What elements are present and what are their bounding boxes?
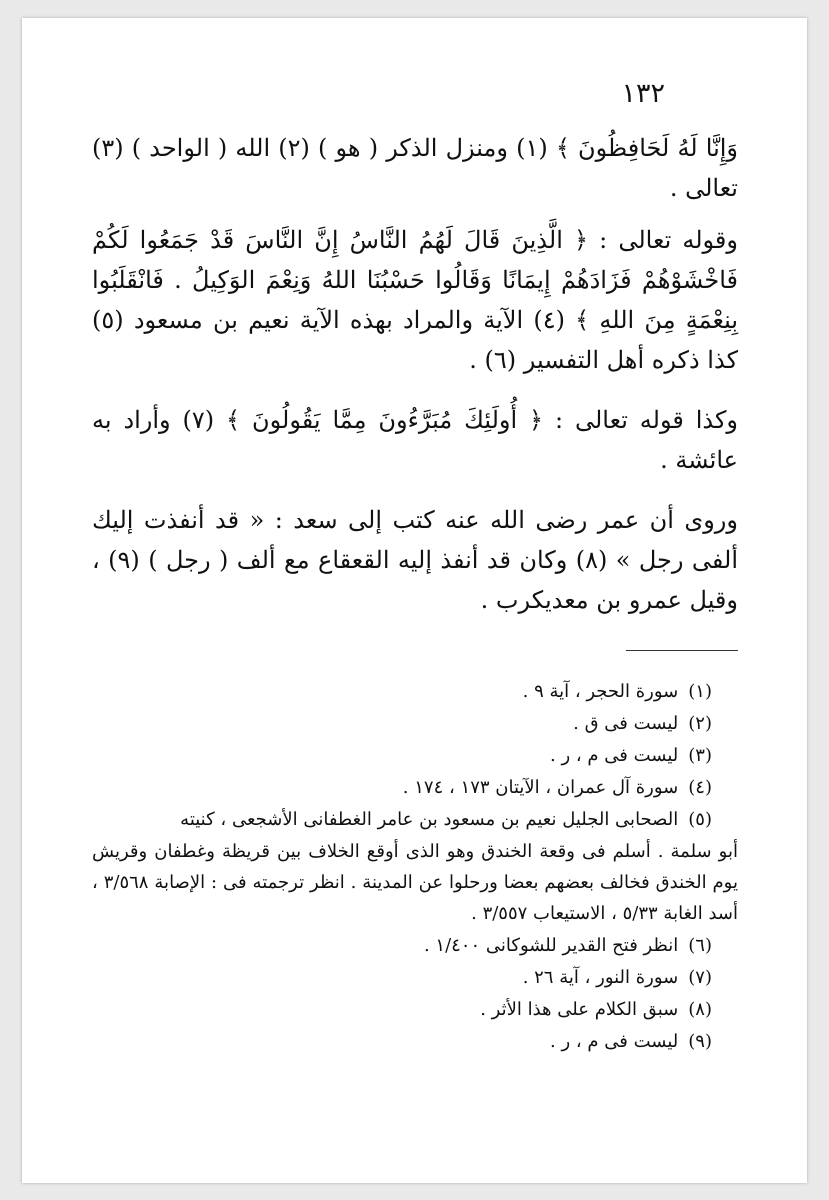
footnote-number: (٨) [688, 999, 712, 1020]
footnote-text: ليست فى م ، ر . [550, 745, 679, 766]
footnote-number: (٧) [688, 967, 712, 988]
footnote [92, 804, 738, 835]
footnote-text: ليست فى ق . [573, 713, 679, 734]
paragraph: وروى أن عمر رضى الله عنه كتب إلى سعد : « قد أنفذت إليك ألفى رجل » (٨) وكان قد أنفذ إليه القعقاع مع ألف ( رجل ) (٩) ، وقيل عمرو بن معديكرب . [92, 506, 738, 614]
paragraph: وكذا قوله تعالى : ﴿ أُولَئِكَ مُبَرَّءُونَ مِمَّا يَقُولُونَ ﴾ (٧) وأراد به عائشة . [92, 406, 738, 474]
footnote-text: انظر فتح القدير للشوكانى ١/٤٠٠ . [423, 935, 679, 956]
footnote-number: (٣) [688, 745, 712, 766]
footnote-number: (٥) [688, 809, 712, 830]
footnote-text: سورة النور ، آية ٢٦ . [522, 967, 679, 988]
footnote-text: ليست فى م ، ر . [550, 1031, 679, 1052]
footnote-continuation: أبو سلمة . أسلم فى وقعة الخندق وهو الذى أوقع الخلاف بين قريظة وغطفان وقريش يوم الخندق فخالف بعضهم بعضا ورحلوا عن المدينة . انظر ترجمته فى : الإصابة ٣/٥٦٨ ، أسد الغابة ٥/٣٣ ، الاستيعاب ٣/٥٥٧ . [92, 841, 738, 924]
footnote [92, 772, 738, 803]
footnote [92, 1026, 738, 1057]
main-text [92, 128, 738, 632]
footnote-text: الصحابى الجليل نعيم بن مسعود بن عامر الغطفانى الأشجعى ، كنيته [180, 809, 679, 830]
footnote [92, 740, 738, 771]
footnote [92, 962, 738, 993]
footnote-number: (٤) [688, 777, 712, 798]
footnote-number: (٩) [688, 1031, 712, 1052]
footnote-number: (٦) [688, 935, 712, 956]
footnote-text: سورة الحجر ، آية ٩ . [522, 681, 679, 702]
footnote [92, 676, 738, 707]
footnote-number: (١) [688, 681, 712, 702]
footnotes [92, 676, 738, 1058]
paragraph: وَإِنَّا لَهُ لَحَافِظُونَ ﴾ (١) ومنزل الذكر ( هو ) (٢) الله ( الواحد ) (٣) تعالى . [92, 134, 738, 202]
footnote-number: (٢) [688, 713, 712, 734]
footnote-text: سبق الكلام على هذا الأثر . [480, 999, 679, 1020]
footnote [92, 708, 738, 739]
book-page [22, 18, 807, 1183]
page-number: ١٣٢ [621, 78, 665, 109]
footnote [92, 994, 738, 1025]
paragraph: وقوله تعالى : ﴿ الَّذِينَ قَالَ لَهُمُ النَّاسُ إِنَّ النَّاسَ قَدْ جَمَعُوا لَكُمْ فَاخْشَوْهُمْ فَزَادَهُمْ إِيمَانًا وَقَالُوا حَسْبُنَا اللهُ وَنِعْمَ الوَكِيلُ . فَانْقَلَبُوا بِنِعْمَةٍ مِنَ اللهِ ﴾ (٤) الآية والمراد بهذه الآية نعيم بن مسعود (٥) كذا ذكره أهل التفسير (٦) . [92, 226, 738, 374]
footnote [92, 930, 738, 961]
footnote-separator [626, 650, 738, 651]
footnote-text: سورة آل عمران ، الآيتان ١٧٣ ، ١٧٤ . [402, 777, 679, 798]
